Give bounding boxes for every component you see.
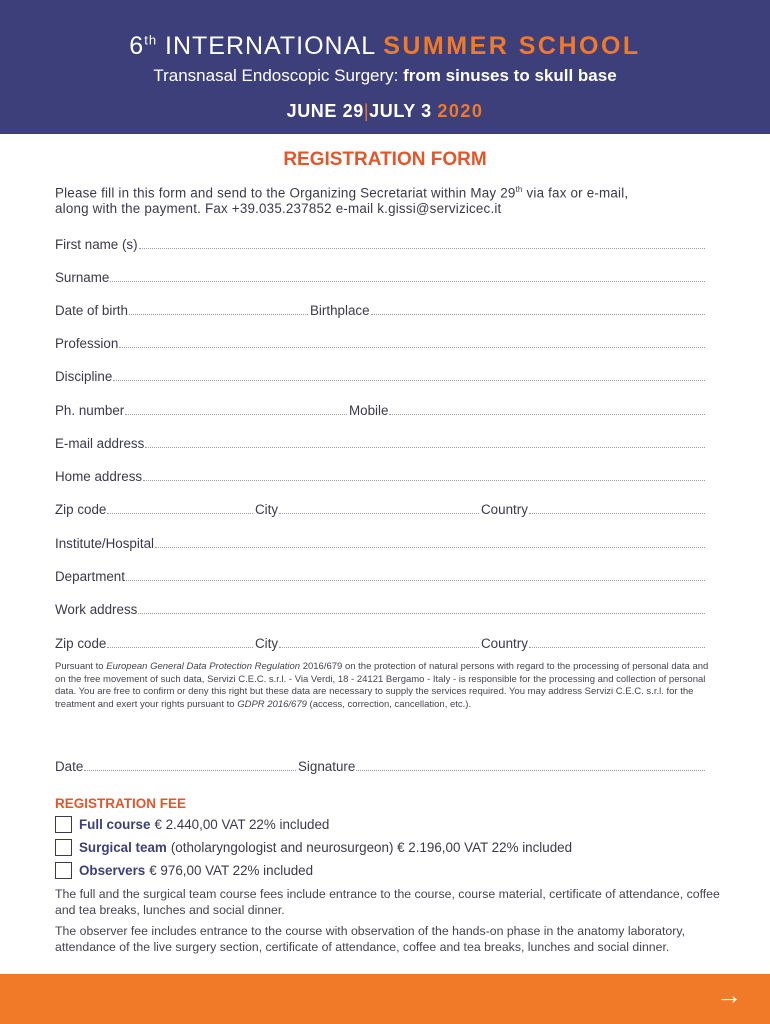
privacy-text-3: (access, correction, cancellation, etc.). (306, 698, 472, 710)
country2-line[interactable] (529, 635, 705, 648)
field-zip-city-country[interactable] (55, 501, 707, 521)
intro-line-2: along with the payment. Fax +39.035.237852 e-mail k.gissi@servizicec.it (55, 201, 502, 216)
edition-number: 6 (129, 32, 145, 60)
full-course-name: Full course (79, 817, 151, 832)
title-accent: SUMMER SCHOOL (383, 32, 641, 60)
privacy-italic-1: European General Data Protection Regulation (106, 661, 301, 672)
home-address-label: Home address (55, 469, 143, 484)
intro-sup: th (515, 185, 523, 194)
mobile-line[interactable] (389, 402, 705, 415)
fee-title: REGISTRATION FEE (55, 796, 187, 811)
privacy-text-1: Pursuant to (55, 661, 107, 672)
observers-checkbox[interactable] (55, 862, 72, 879)
full-course-detail: € 2.440,00 VAT 22% included (154, 817, 330, 832)
observers-detail: € 976,00 VAT 22% included (149, 863, 314, 878)
city2-label: City (255, 636, 279, 651)
field-institute[interactable] (55, 535, 707, 555)
event-subtitle (0, 66, 770, 86)
birthplace-label: Birthplace (310, 303, 370, 318)
city-line[interactable] (279, 501, 479, 514)
subtitle-bold: from sinuses to skull base (403, 66, 617, 85)
phone-label: Ph. number (55, 403, 125, 418)
home-address-line[interactable] (143, 468, 705, 481)
institute-line[interactable] (155, 535, 705, 548)
fee-option-surgical-team[interactable] (55, 839, 572, 856)
surgical-team-detail: (otholaryngologist and neurosurgeon) € 2.196,00 VAT 22% included (170, 840, 573, 855)
field-date-signature[interactable] (55, 758, 707, 778)
event-title (0, 32, 770, 61)
observers-name: Observers (79, 863, 146, 878)
phone-line[interactable] (125, 402, 347, 415)
country-label: Country (481, 502, 528, 517)
date-line[interactable] (84, 758, 296, 771)
field-zip-city-country-2[interactable] (55, 635, 707, 655)
date-label: Date (55, 759, 84, 774)
field-dob-birthplace[interactable] (55, 302, 707, 322)
country-line[interactable] (529, 501, 705, 514)
field-email[interactable] (55, 435, 707, 455)
event-year: 2020 (437, 101, 484, 121)
signature-label: Signature (298, 759, 356, 774)
event-dates (0, 101, 770, 122)
surgical-team-name: Surgical team (79, 840, 167, 855)
department-label: Department (55, 569, 125, 584)
field-phone-mobile[interactable] (55, 402, 707, 422)
discipline-label: Discipline (55, 369, 113, 384)
subtitle-plain: Transnasal Endoscopic Surgery: (153, 66, 399, 85)
title-main: INTERNATIONAL (165, 32, 376, 60)
dob-label: Date of birth (55, 303, 128, 318)
dob-line[interactable] (129, 302, 308, 315)
date-separator: | (363, 101, 370, 121)
field-first-name[interactable] (55, 236, 707, 256)
zip2-line[interactable] (107, 635, 253, 648)
city-label: City (255, 502, 279, 517)
city2-line[interactable] (279, 635, 479, 648)
zip-label: Zip code (55, 502, 107, 517)
surgical-team-checkbox[interactable] (55, 839, 72, 856)
department-line[interactable] (126, 568, 705, 581)
field-discipline[interactable] (55, 368, 707, 388)
profession-line[interactable] (119, 335, 705, 348)
work-address-label: Work address (55, 602, 138, 617)
fee-option-full-course[interactable] (55, 816, 329, 833)
date-start: JUNE 29 (286, 101, 364, 121)
work-address-line[interactable] (138, 601, 705, 614)
first-name-label: First name (s) (55, 237, 138, 252)
full-course-checkbox[interactable] (55, 816, 72, 833)
intro-text-a: Please fill in this form and send to the Organizing Secretariat within May 29 (55, 185, 516, 201)
date-end: JULY 3 (369, 101, 432, 121)
edition-suffix: th (144, 32, 158, 48)
first-name-line[interactable] (139, 236, 705, 249)
profession-label: Profession (55, 336, 119, 351)
zip-line[interactable] (107, 501, 253, 514)
institute-label: Institute/Hospital (55, 536, 154, 551)
field-work-address[interactable] (55, 601, 707, 621)
field-department[interactable] (55, 568, 707, 588)
surname-line[interactable] (110, 269, 705, 282)
country2-label: Country (481, 636, 528, 651)
privacy-text-2: 2016/679 on the protection of natural persons with regard to the processing of personal data and on the free movement of such data, Servizi C.E.C. s.r.l. - Via Verdi, 18 - 24121 Bergamo - Italy - is responsible for the processing and collection of personal data. You are free to confirm or deny this right but these data are necessary to supply the services required. You may address Servizi C.E.C. s.r.l. for the treatment and exert your rights pursuant to (55, 661, 709, 710)
mobile-label: Mobile (349, 403, 389, 418)
signature-line[interactable] (356, 758, 705, 771)
privacy-italic-2: GDPR 2016/679 (237, 698, 307, 710)
field-home-address[interactable] (55, 468, 707, 488)
fee-note-observer: The observer fee includes entrance to the course with observation of the hands-on phase in the anatomy laboratory, attendance of the live surgery section, certificate of attendance, coffee and tea breaks, lunches and social dinner. (55, 924, 686, 954)
header-banner (0, 0, 770, 134)
field-surname[interactable] (55, 269, 707, 289)
form-title: REGISTRATION FORM (283, 149, 487, 170)
footer-bar (0, 974, 770, 1024)
arrow-right-icon[interactable]: → (716, 980, 742, 1010)
surname-label: Surname (55, 270, 110, 285)
field-profession[interactable] (55, 335, 707, 355)
email-label: E-mail address (55, 436, 145, 451)
fee-option-observers[interactable] (55, 862, 313, 879)
fee-note-full: The full and the surgical team course fees include entrance to the course, course material, certificate of attendance, coffee and tea breaks, lunches and social dinner. (55, 887, 720, 917)
privacy-notice (55, 661, 717, 711)
birthplace-line[interactable] (371, 302, 705, 315)
intro-text-b: via fax or e-mail, (522, 185, 629, 201)
discipline-line[interactable] (113, 368, 705, 381)
email-line[interactable] (145, 435, 705, 448)
zip2-label: Zip code (55, 636, 107, 651)
